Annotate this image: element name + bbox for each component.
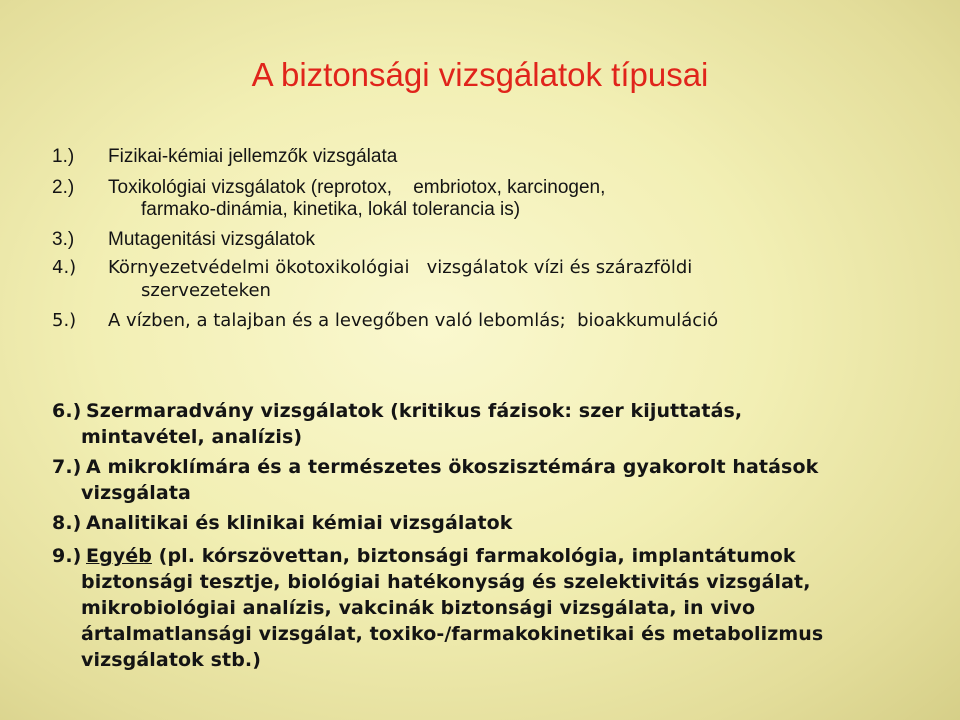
- item-9-rest: (pl. kórszövettan, biztonsági farmakológia, implantátumok: [151, 545, 796, 567]
- item-1-number: 1.): [52, 146, 75, 167]
- item-5-text: A vízben, a talajban és a levegőben való lebomlás; bioakkumuláció: [108, 310, 719, 331]
- item-9-lead: Egyéb: [86, 545, 152, 567]
- item-2-text-continued: farmako-dinámia, kinetika, lokál tolerancia is): [141, 199, 521, 220]
- item-9-line-5: vizsgálatok stb.): [81, 649, 262, 671]
- item-6-text: Szermaradvány vizsgálatok (kritikus fázisok: szer kijuttatás,: [86, 400, 743, 422]
- item-4-number: 4.): [52, 257, 77, 278]
- item-2-text: Toxikológiai vizsgálatok (reprotox, embriotox, karcinogen,: [108, 177, 606, 198]
- item-9-text: [86, 547, 796, 566]
- item-3-text: Mutagenitási vizsgálatok: [108, 229, 315, 250]
- item-9-line-2: biztonsági tesztje, biológiai hatékonyság és szelektivitás vizsgálat,: [81, 571, 811, 593]
- item-9-number: 9.): [52, 545, 82, 567]
- item-4-text: Környezetvédelmi ökotoxikológiai vizsgálatok vízi és szárazföldi: [108, 257, 693, 278]
- item-9-line-4: ártalmatlansági vizsgálat, toxiko-/farmakokinetikai és metabolizmus: [81, 623, 824, 645]
- slide-title: A biztonsági vizsgálatok típusai: [251, 56, 709, 93]
- item-6-text-continued: mintavétel, analízis): [81, 426, 303, 448]
- item-8-number: 8.): [52, 512, 82, 534]
- item-5-number: 5.): [52, 310, 77, 331]
- item-7-number: 7.): [52, 456, 82, 478]
- item-9-line-3: mikrobiológiai analízis, vakcinák biztonsági vizsgálata, in vivo: [81, 597, 756, 619]
- item-6-number: 6.): [52, 400, 82, 422]
- item-1-text: Fizikai-kémiai jellemzők vizsgálata: [108, 146, 398, 167]
- item-7-text: A mikroklímára és a természetes ökoszisztémára gyakorolt hatások: [86, 456, 819, 478]
- item-3-number: 3.): [52, 229, 75, 250]
- item-8-text: Analitikai és klinikai kémiai vizsgálatok: [86, 512, 513, 534]
- item-7-text-continued: vizsgálata: [81, 482, 191, 504]
- item-4-text-continued: szervezeteken: [141, 280, 271, 301]
- item-2-number: 2.): [52, 177, 75, 198]
